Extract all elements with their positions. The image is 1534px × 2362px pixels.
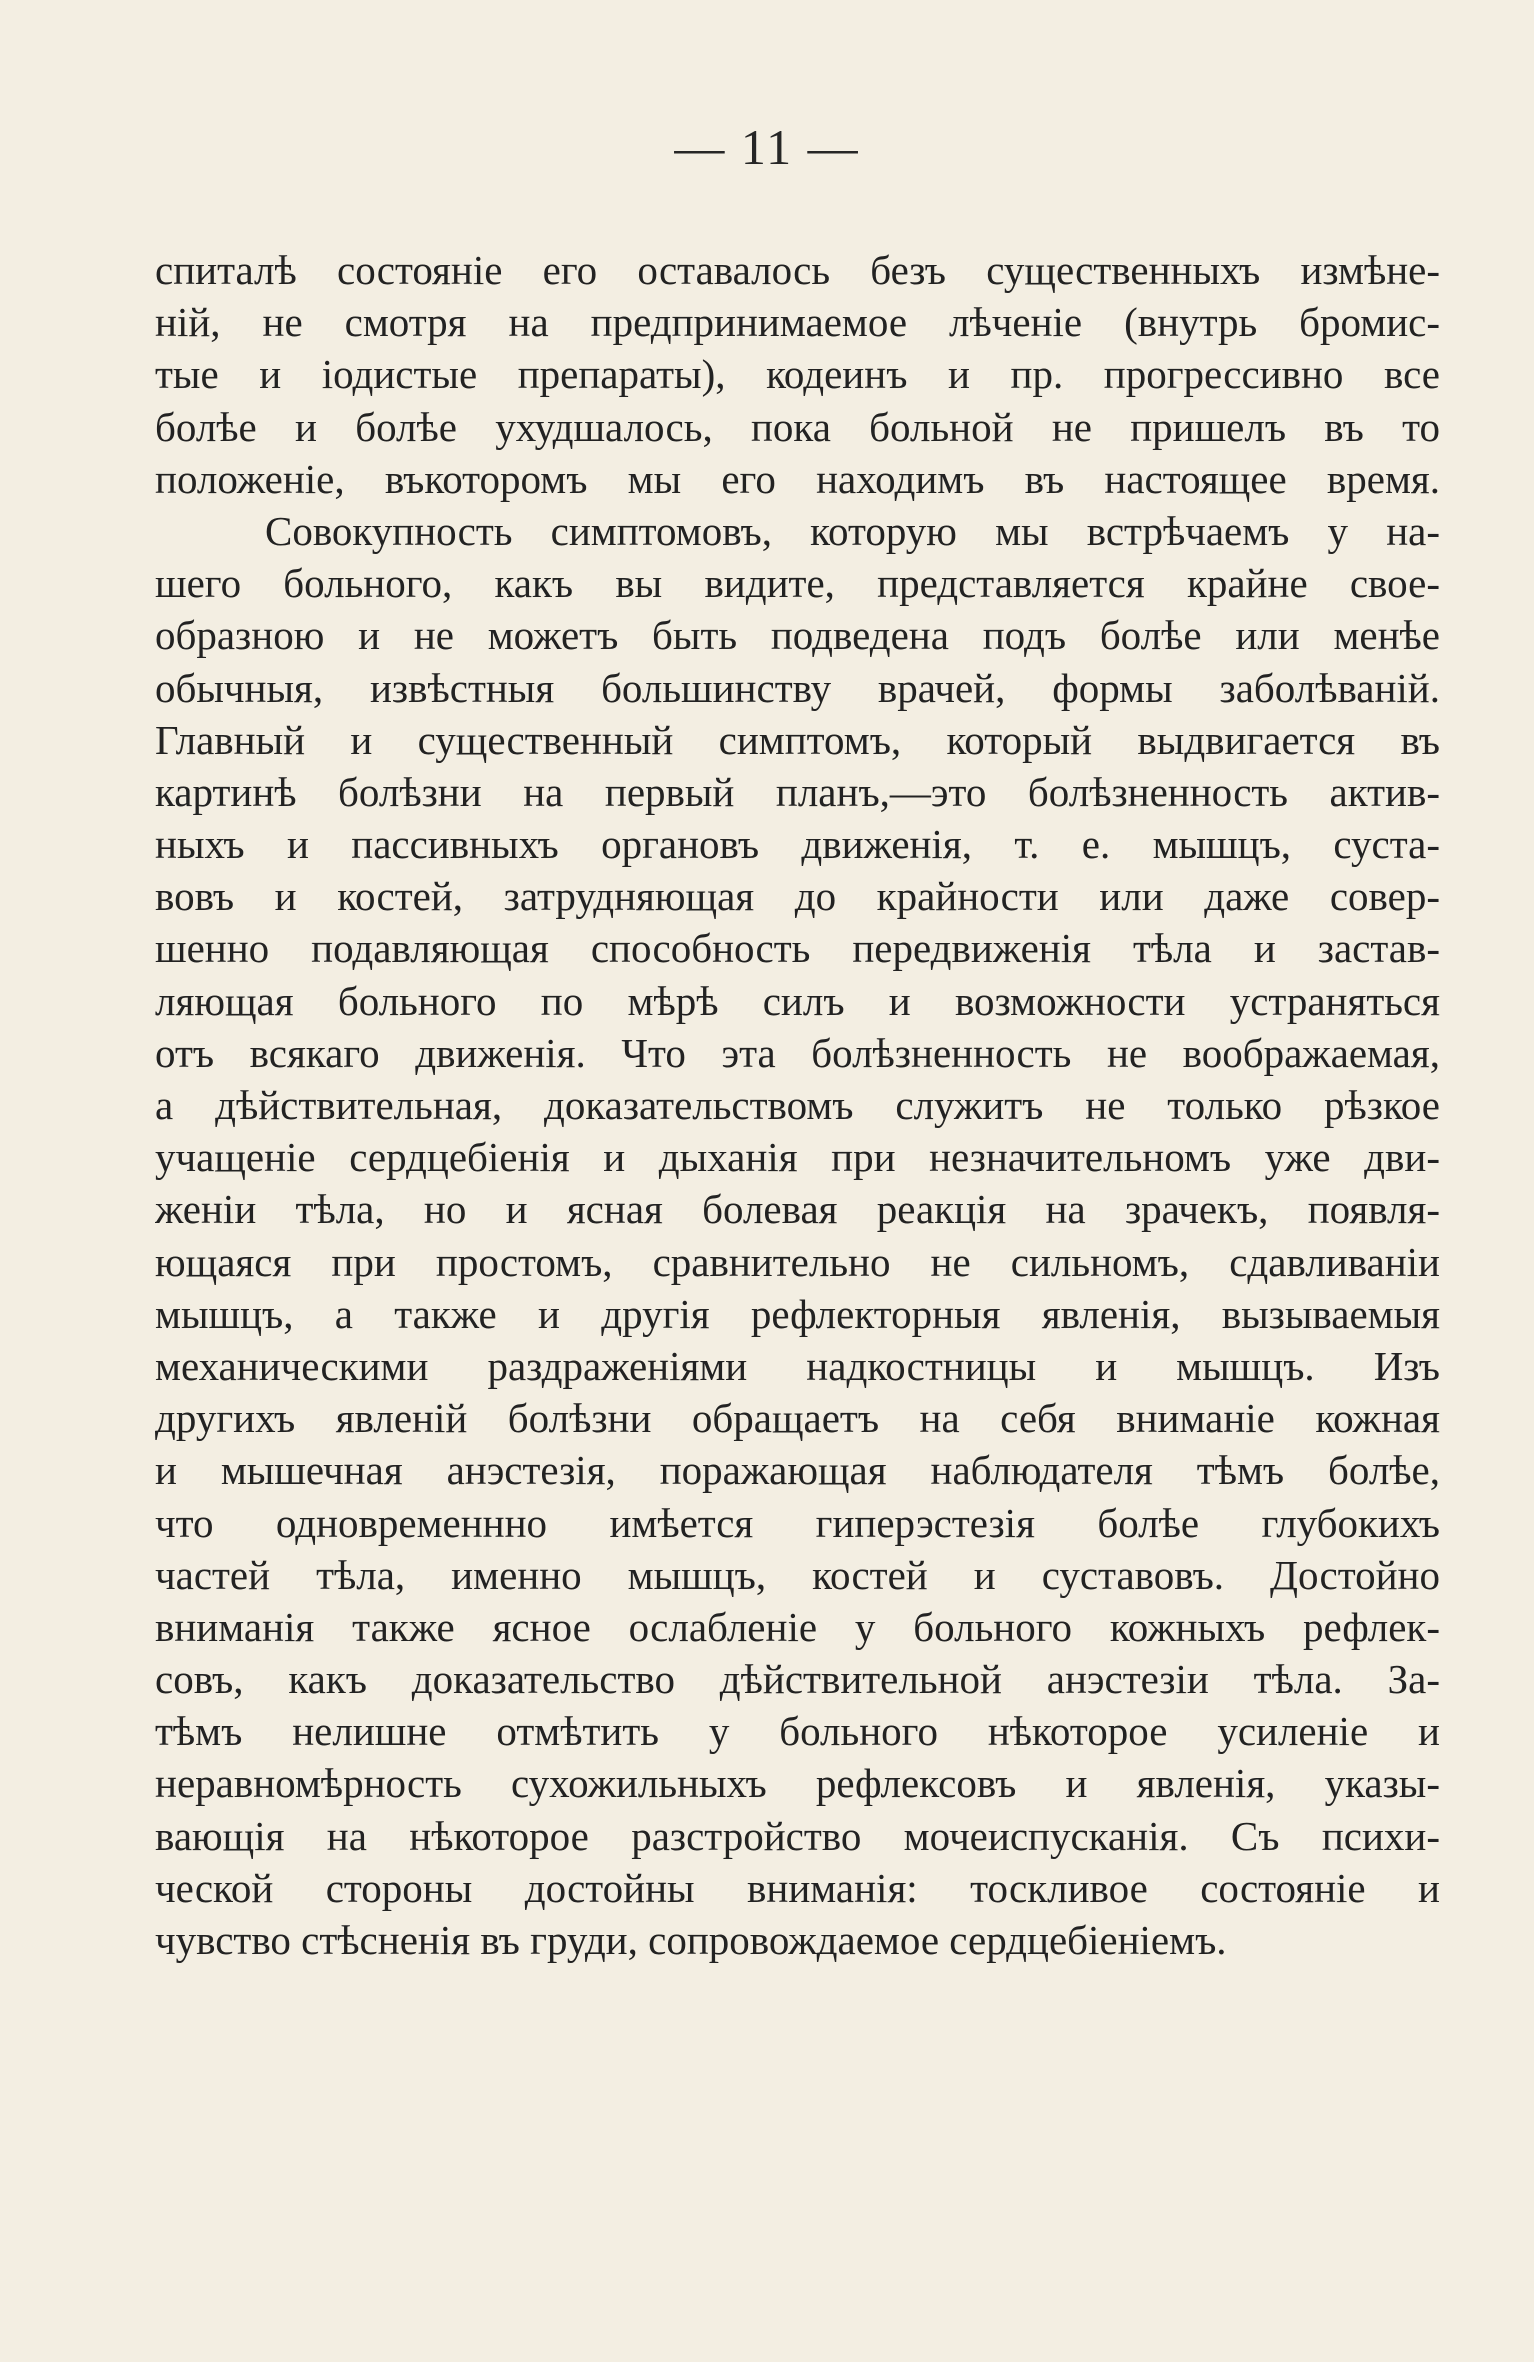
text-line: шенно подавляющая способность передвиженія тѣла и застав- [155,925,1440,972]
text-line: картинѣ болѣзни на первый планъ,—это болѣзненность актив- [155,768,1440,815]
text-line: механическими раздраженіями надкостницы и мышцъ. Изъ [155,1342,1440,1389]
text-line: обычныя, извѣстныя большинству врачей, формы заболѣваній. [155,664,1440,711]
text-line: чувство стѣсненія въ груди, сопровождаемое сердцебіеніемъ. [155,1917,1227,1963]
text-line: ляющая больного по мѣрѣ силъ и возможности устраняться [155,977,1440,1024]
text-line: вающія на нѣкоторое разстройство мочеиспусканія. Съ психи- [155,1812,1440,1859]
text-line: ющаяся при простомъ, сравнительно не сильномъ, сдавливаніи [155,1238,1440,1285]
text-line: вовъ и костей, затрудняющая до крайности или даже совер- [155,873,1440,920]
text-line: ныхъ и пассивныхъ органовъ движенія, т. е. мышцъ, суста- [155,821,1440,868]
text-line: совъ, какъ доказательство дѣйствительной анэстезіи тѣла. За- [155,1656,1440,1703]
text-line: тые и іодистые препараты), кодеинъ и пр. прогрессивно все [155,351,1440,398]
page-number: — 11 — [674,119,860,175]
body-text [155,244,1440,1966]
text-line: положеніе, въкоторомъ мы его находимъ въ настоящее время. [155,455,1440,502]
text-line: неравномѣрность сухожильныхъ рефлексовъ и явленія, указы- [155,1760,1440,1807]
text-line: шего больного, какъ вы видите, представляется крайне свое- [155,560,1440,607]
text-line: женіи тѣла, но и ясная болевая реакція на зрачекъ, появля- [155,1186,1440,1233]
text-line: спиталѣ состояніе его оставалось безъ существенныхъ измѣне- [155,247,1440,293]
text-line: мышцъ, а также и другія рефлекторныя явленія, вызываемыя [155,1290,1440,1337]
text-line: ній, не смотря на предпринимаемое лѣченіе (внутрь бромис- [155,299,1440,346]
text-line: другихъ явленій болѣзни обращаетъ на себя вниманіе кожная [155,1395,1440,1442]
text-line: отъ всякаго движенія. Что эта болѣзненность не воображаемая, [155,1029,1440,1076]
text-line: образною и не можетъ быть подведена подъ болѣе или менѣе [155,612,1440,659]
text-line: вниманія также ясное ослабленіе у больного кожныхъ рефлек- [155,1603,1440,1650]
text-line: учащеніе сердцебіенія и дыханія при незначительномъ уже дви- [155,1134,1440,1181]
text-line: Главный и существенный симптомъ, который выдвигается въ [155,716,1440,763]
text-line: что одновременнно имѣется гиперэстезія болѣе глубокихъ [155,1499,1440,1546]
text-line: тѣмъ нелишне отмѣтить у больного нѣкоторое усиленіе и [155,1708,1440,1755]
text-line: частей тѣла, именно мышцъ, костей и суставовъ. Достойно [155,1551,1440,1598]
text-line: болѣе и болѣе ухудшалось, пока больной не пришелъ въ то [155,403,1440,450]
text-line: ческой стороны достойны вниманія: тоскливое состояніе и [155,1864,1440,1911]
text-line: а дѣйствительная, доказательствомъ служитъ не только рѣзкое [155,1082,1440,1128]
text-line: Совокупность симптомовъ, которую мы встрѣчаемъ у на- [265,507,1440,554]
text-line: и мышечная анэстезія, поражающая наблюдателя тѣмъ болѣе, [155,1447,1440,1494]
